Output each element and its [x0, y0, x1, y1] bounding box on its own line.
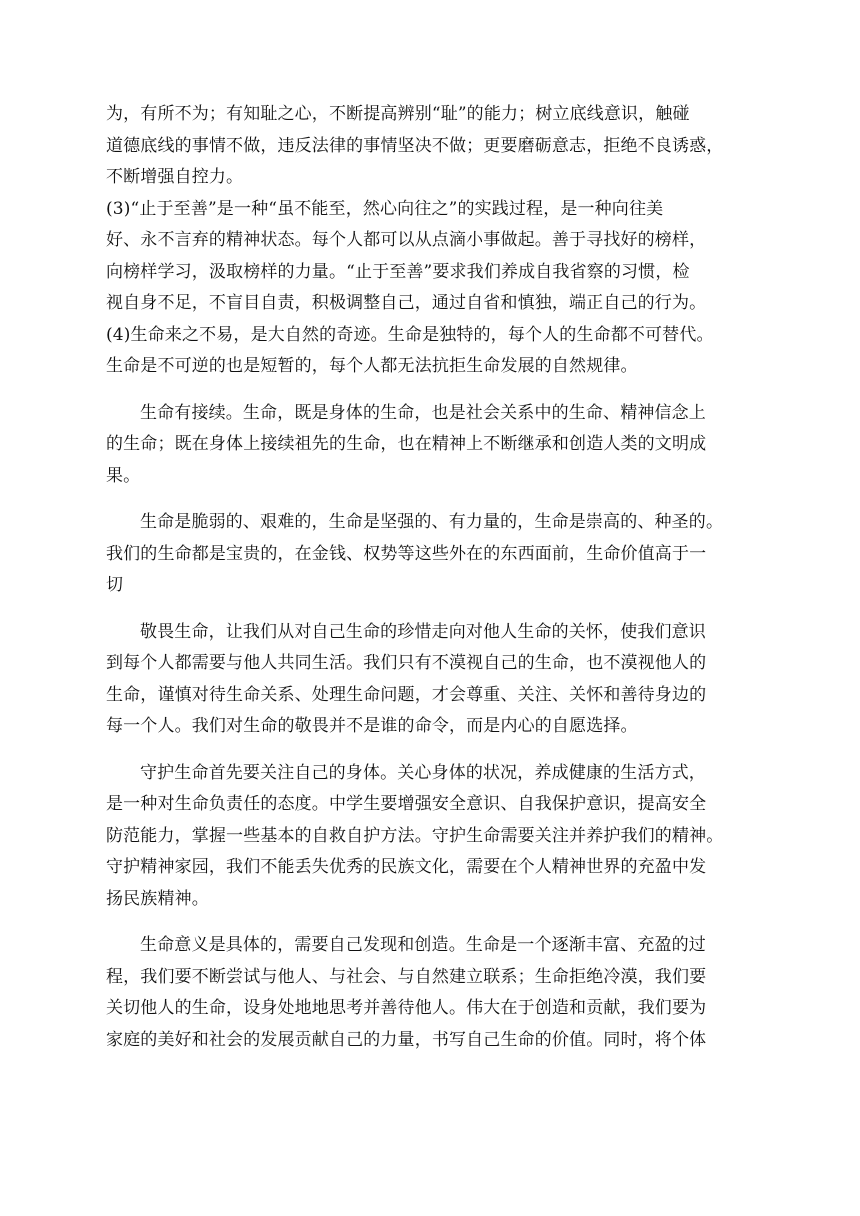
text-line: (3)“止于至善”是一种“虽不能至，然心向往之”的实践过程，是一种向往美	[106, 198, 664, 219]
paragraph-life-continuity	[106, 398, 742, 493]
text-line: 家庭的美好和社会的发展贡献自己的力量，书写自己生命的价值。同时，将个体	[106, 1029, 707, 1050]
paragraph-life-value	[106, 507, 742, 602]
text-line: 敬畏生命，让我们从对自己生命的珍惜走向对他人生命的关怀，使我们意识	[140, 621, 706, 642]
text-line: 的生命；既在身体上接续祖先的生命，也在精神上不断继承和创造人类的文明成	[106, 434, 707, 454]
numbered-answer-3	[106, 194, 742, 320]
text-line: 防范能力，掌握一些基本的自救自护方法。守护生命需要关注并养护我们的精神。	[106, 825, 724, 846]
text-line: 程，我们要不断尝试与他人、与社会、与自然建立联系；生命拒绝冷漠，我们要	[106, 966, 707, 987]
text-line: 扬民族精神。	[106, 888, 209, 909]
text-line: 不断增强自控力。	[106, 167, 244, 187]
text-line: 道德底线的事情不做，违反法律的事情坚决不做；更要磨砺意志，拒绝不良诱惑，	[106, 135, 724, 156]
text-line: 守护精神家园，我们不能丢失优秀的民族文化，需要在个人精神世界的充盈中发	[106, 857, 707, 877]
text-line: 生命是不可逆的也是短暂的，每个人都无法抗拒生命发展的自然规律。	[106, 356, 638, 376]
paragraph-protect-life	[106, 758, 742, 916]
text-line: 切	[106, 575, 124, 595]
text-line: 向榜样学习，汲取榜样的力量。“止于至善”要求我们养成自我省察的习惯，检	[106, 261, 690, 282]
text-line: 果。	[106, 465, 141, 486]
text-line: 视自身不足，不盲目自责，积极调整自己，通过自省和慎独，端正自己的行为。	[106, 293, 707, 313]
text-line: (4)生命来之不易，是大自然的奇迹。生命是独特的，每个人的生命都不可替代。	[106, 324, 714, 345]
text-line: 生命，谨慎对待生命关系、处理生命问题，才会尊重、关注、关怀和善待身边的	[106, 684, 707, 705]
continuation-paragraph	[106, 99, 742, 194]
text-line: 生命是脆弱的、艰难的，生命是坚强的、有力量的，生命是崇高的、种圣的。	[140, 512, 724, 532]
text-line: 生命有接续。生命，既是身体的生命，也是社会关系中的生命、精神信念上	[140, 402, 706, 423]
text-line: 是一种对生命负责任的态度。中学生要增强安全意识、自我保护意识，提高安全	[106, 794, 707, 814]
text-line: 我们的生命都是宝贵的，在金钱、权势等这些外在的东西面前，生命价值高于一	[106, 543, 707, 564]
text-line: 关切他人的生命，设身处地地思考并善待他人。伟大在于创造和贡献，我们要为	[106, 998, 707, 1018]
paragraph-life-meaning	[106, 930, 742, 1056]
document-body	[106, 99, 742, 1056]
text-line: 每一个人。我们对生命的敬畏并不是谁的命令，而是内心的自愿选择。	[106, 716, 638, 736]
text-line: 守护生命首先要关注自己的身体。关心身体的状况，养成健康的生活方式，	[140, 762, 706, 783]
paragraph-revere-life	[106, 617, 742, 743]
text-line: 好、永不言弃的精神状态。每个人都可以从点滴小事做起。善于寻找好的榜样，	[106, 230, 707, 250]
numbered-answer-4	[106, 320, 742, 383]
text-line: 生命意义是具体的，需要自己发现和创造。生命是一个逐渐丰富、充盈的过	[140, 935, 706, 955]
text-line: 到每个人都需要与他人共同生活。我们只有不漠视自己的生命，也不漠视他人的	[106, 653, 707, 673]
text-line: 为，有所不为；有知耻之心，不断提高辨别“耻”的能力；树立底线意识，触碰	[106, 104, 690, 124]
